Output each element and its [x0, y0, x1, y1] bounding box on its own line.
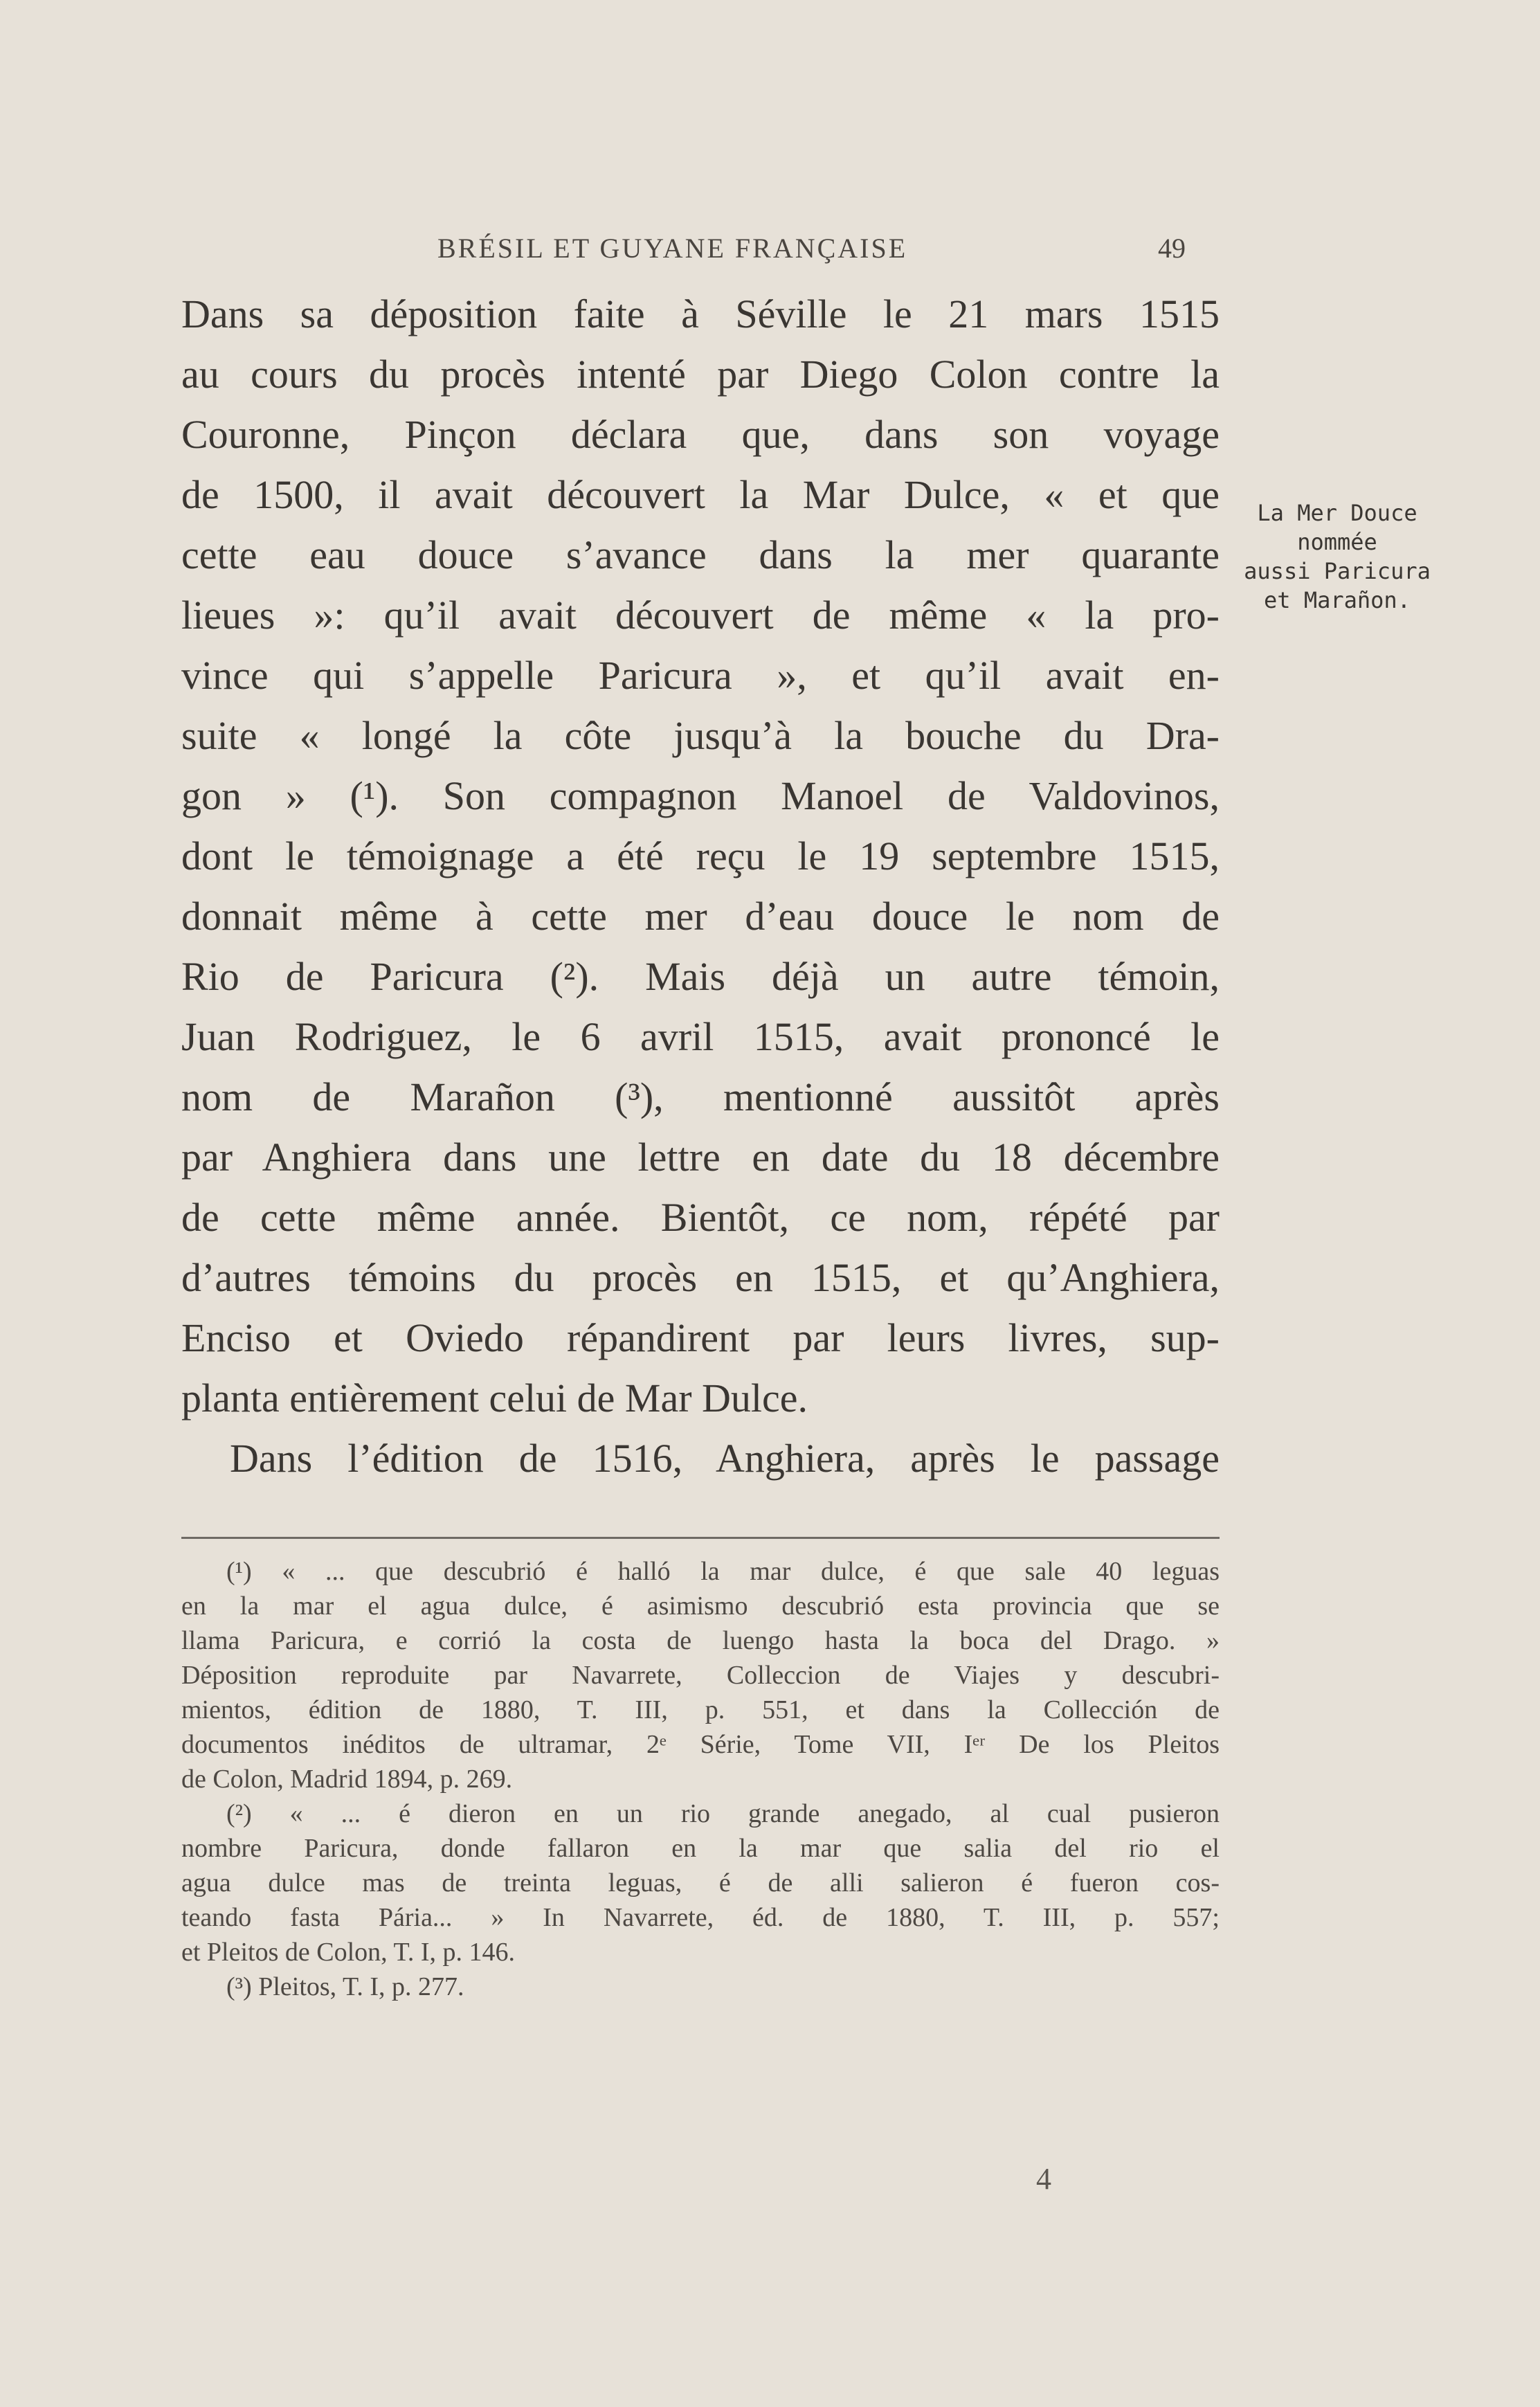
footnote-line: agua dulce mas de treinta leguas, é de alli salieron é fueron cos-: [181, 1868, 1220, 1897]
text-line: par Anghiera dans une lettre en date du 18 décembre: [181, 1135, 1220, 1180]
running-head: BRÉSIL ET GUYANE FRANÇAISE: [437, 233, 908, 264]
page-number: 49: [1158, 233, 1186, 264]
text-line: lieues »: qu’il avait découvert de même « la pro-: [181, 593, 1220, 638]
text-line: dont le témoignage a été reçu le 19 septembre 1515,: [181, 833, 1220, 878]
text-line: donnait même à cette mer d’eau douce le nom de: [181, 894, 1220, 939]
margin-note-line: La Mer Douce: [1257, 500, 1417, 526]
footnote-line: en la mar el agua dulce, é asimismo descubrió esta provincia que se: [181, 1592, 1220, 1621]
text-line: de cette même année. Bientôt, ce nom, répété par: [181, 1195, 1220, 1240]
margin-note-line: nommée: [1297, 529, 1377, 555]
text-line: Dans sa déposition faite à Séville le 21 mars 1515: [181, 291, 1220, 336]
footnote-line: teando fasta Pária... » In Navarrete, éd. de 1880, T. III, p. 557;: [181, 1903, 1220, 1932]
signature-mark: 4: [1036, 2162, 1051, 2196]
text-line: au cours du procès intenté par Diego Colon contre la: [181, 352, 1220, 397]
footnote-line: et Pleitos de Colon, T. I, p. 146.: [181, 1938, 516, 1967]
text-line: suite « longé la côte jusqu’à la bouche du Dra-: [181, 713, 1220, 758]
text-line: Rio de Paricura (²). Mais déjà un autre témoin,: [181, 954, 1220, 999]
footnote-line: (²) « ... é dieron en un rio grande anegado, al cual pusieron: [226, 1799, 1220, 1828]
text-line: Dans l’édition de 1516, Anghiera, après le passage: [230, 1436, 1220, 1481]
text-line: cette eau douce s’avance dans la mer quarante: [181, 532, 1220, 577]
margin-note-line: et Marañon.: [1264, 587, 1411, 613]
text-line: planta entièrement celui de Mar Dulce.: [181, 1376, 808, 1421]
footnote-line: llama Paricura, e corrió la costa de luengo hasta la boca del Drago. »: [181, 1626, 1220, 1655]
text-line: de 1500, il avait découvert la Mar Dulce, « et que: [181, 472, 1220, 517]
footnote-line: Déposition reproduite par Navarrete, Colleccion de Viajes y descubri-: [181, 1661, 1220, 1690]
text-line: Couronne, Pinçon déclara que, dans son voyage: [181, 412, 1220, 457]
footnote-line: de Colon, Madrid 1894, p. 269.: [181, 1765, 513, 1794]
margin-note-line: aussi Paricura: [1244, 558, 1431, 584]
footnote-rule: [181, 1537, 1220, 1539]
footnote-line: nombre Paricura, donde fallaron en la mar que salia del rio el: [181, 1834, 1220, 1863]
text-line: nom de Marañon (³), mentionné aussitôt après: [181, 1074, 1220, 1119]
text-line: vince qui s’appelle Paricura », et qu’il avait en-: [181, 653, 1220, 698]
text-line: Juan Rodriguez, le 6 avril 1515, avait prononcé le: [181, 1014, 1220, 1059]
footnote-line: documentos inéditos de ultramar, 2ᵉ Série, Tome VII, Iᵉʳ De los Pleitos: [181, 1730, 1220, 1759]
footnote-line: (¹) « ... que descubrió é halló la mar dulce, é que sale 40 leguas: [226, 1557, 1220, 1586]
main-text: [181, 284, 1220, 1488]
text-line: Enciso et Oviedo répandirent par leurs livres, sup-: [181, 1315, 1220, 1360]
footnote-line: mientos, édition de 1880, T. III, p. 551, et dans la Collección de: [181, 1695, 1220, 1724]
margin-note: [1233, 498, 1441, 615]
footnotes: [181, 1554, 1220, 2004]
page-header: [0, 232, 1540, 273]
text-line: gon » (¹). Son compagnon Manoel de Valdovinos,: [181, 773, 1220, 818]
text-line: d’autres témoins du procès en 1515, et qu’Anghiera,: [181, 1255, 1220, 1300]
footnote-line: (³) Pleitos, T. I, p. 277.: [226, 1972, 464, 2001]
